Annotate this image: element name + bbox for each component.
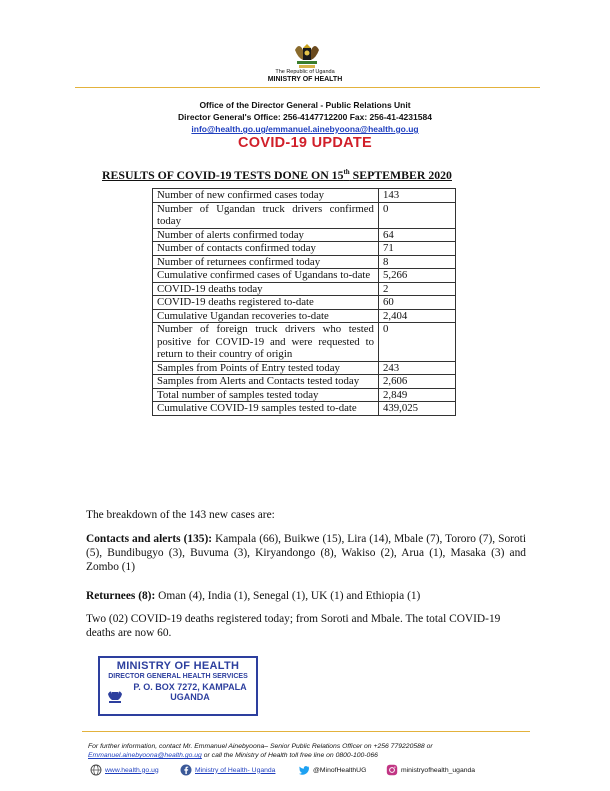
facebook-icon bbox=[180, 764, 192, 776]
stats-row bbox=[153, 242, 456, 256]
stats-label-cell: Number of returnees confirmed today bbox=[153, 255, 379, 269]
stamp-title: MINISTRY OF HEALTH bbox=[116, 660, 240, 672]
social-facebook[interactable] bbox=[180, 762, 275, 778]
stats-value-cell: 5,266 bbox=[378, 269, 455, 283]
stats-value-cell: 243 bbox=[378, 361, 455, 375]
stats-label-cell: Cumulative COVID-19 samples tested to-date bbox=[153, 402, 379, 416]
stats-label-cell: Number of alerts confirmed today bbox=[153, 228, 379, 242]
stats-value-cell: 0 bbox=[378, 323, 455, 362]
stats-value-cell: 439,025 bbox=[378, 402, 455, 416]
stats-value-cell: 64 bbox=[378, 228, 455, 242]
stats-label-cell: Number of contacts confirmed today bbox=[153, 242, 379, 256]
social-instagram[interactable] bbox=[386, 762, 475, 778]
stats-table-body bbox=[153, 189, 456, 416]
stats-value-cell: 2 bbox=[378, 282, 455, 296]
contacts-text: Kampala (66), Buikwe (15), Lira (14), Mbale (7), Tororo (7), Soroti (5), Bundibugyo (3), Buvuma (3), Kiryandongo (8), Wakiso (2), Arua (1), Masaka (3) and Zombo (1) bbox=[86, 533, 526, 573]
ministry-label: MINISTRY OF HEALTH bbox=[267, 76, 343, 83]
stats-row bbox=[153, 228, 456, 242]
stats-value-cell: 60 bbox=[378, 296, 455, 310]
results-heading bbox=[102, 168, 452, 183]
deaths-paragraph: Two (02) COVID-19 deaths registered today; from Soroti and Mbale. The total COVID-19 deaths are now 60. bbox=[86, 613, 501, 639]
coat-of-arms-icon bbox=[289, 40, 325, 72]
stats-label-cell: Number of foreign truck drivers who tested positive for COVID-19 and were requested to return to their country of origin bbox=[153, 323, 379, 362]
stats-label-cell: COVID-19 deaths registered to-date bbox=[153, 296, 379, 310]
instagram-handle[interactable]: ministryofhealth_uganda bbox=[401, 766, 476, 774]
breakdown-intro: The breakdown of the 143 new cases are: bbox=[86, 509, 275, 521]
footer-line-2 bbox=[88, 751, 548, 760]
footer-contact bbox=[88, 742, 548, 760]
contacts-label: Contacts and alerts (135): bbox=[86, 533, 213, 545]
stats-row bbox=[153, 255, 456, 269]
results-ordinal: th bbox=[343, 168, 350, 177]
stats-row bbox=[153, 323, 456, 362]
stats-row bbox=[153, 202, 456, 228]
ministry-stamp bbox=[98, 656, 258, 716]
stats-label-cell: COVID-19 deaths today bbox=[153, 282, 379, 296]
stats-row bbox=[153, 269, 456, 283]
update-title: COVID-19 UPDATE bbox=[238, 135, 372, 151]
office-block bbox=[0, 99, 610, 135]
stats-table bbox=[152, 188, 456, 416]
returnees-label: Returnees (8): bbox=[86, 590, 156, 602]
header-divider bbox=[75, 87, 540, 88]
stats-label-cell: Total number of samples tested today bbox=[153, 388, 379, 402]
stats-label-cell: Cumulative confirmed cases of Ugandans to-date bbox=[153, 269, 379, 283]
stats-value-cell: 2,606 bbox=[378, 375, 455, 389]
stats-row bbox=[153, 361, 456, 375]
stats-value-cell: 71 bbox=[378, 242, 455, 256]
stats-label-cell: Number of Ugandan truck drivers confirmed today bbox=[153, 202, 379, 228]
stats-label-cell: Samples from Alerts and Contacts tested today bbox=[153, 375, 379, 389]
stamp-crest-icon bbox=[106, 688, 124, 706]
stats-value-cell: 143 bbox=[378, 189, 455, 203]
stamp-po-box: P. O. BOX 7272, KAMPALA bbox=[133, 682, 247, 692]
footer-divider bbox=[82, 731, 530, 732]
twitter-handle[interactable]: @MinofHealthUG bbox=[313, 766, 367, 774]
office-phone: Director General's Office: 256-4147712200 Fax: 256-41-4231584 bbox=[178, 112, 432, 122]
stats-value-cell: 2,849 bbox=[378, 388, 455, 402]
republic-label: The Republic of Uganda bbox=[275, 69, 335, 75]
stats-row bbox=[153, 189, 456, 203]
results-prefix: RESULTS OF COVID-19 TESTS DONE ON 15 bbox=[102, 168, 344, 182]
twitter-icon bbox=[298, 764, 310, 776]
social-twitter[interactable] bbox=[298, 762, 366, 778]
stats-row bbox=[153, 296, 456, 310]
stats-value-cell: 2,404 bbox=[378, 309, 455, 323]
stats-row bbox=[153, 402, 456, 416]
stats-value-cell: 0 bbox=[378, 202, 455, 228]
social-website[interactable] bbox=[90, 762, 159, 778]
stats-row bbox=[153, 282, 456, 296]
footer-line-1: For further information, contact Mr. Emmanuel Ainebyoona– Senior Public Relations Officer on +256 779220588 or bbox=[88, 743, 433, 750]
stats-label-cell: Samples from Points of Entry tested today bbox=[153, 361, 379, 375]
instagram-icon bbox=[386, 764, 398, 776]
returnees-text: Oman (4), India (1), Senegal (1), UK (1) and Ethiopia (1) bbox=[155, 590, 421, 602]
stats-row bbox=[153, 375, 456, 389]
stats-value-cell: 8 bbox=[378, 255, 455, 269]
facebook-link[interactable]: Ministry of Health- Uganda bbox=[195, 766, 276, 774]
footer-email-link[interactable]: Emmanuel.ainebyoona@health.go.ug bbox=[88, 752, 202, 759]
footer-tollfree: or call the Ministry of Health toll free line on 0800-100-066 bbox=[201, 752, 378, 759]
stats-label-cell: Cumulative Ugandan recoveries to-date bbox=[153, 309, 379, 323]
website-link[interactable]: www.health.go.ug bbox=[105, 766, 159, 774]
results-suffix: SEPTEMBER 2020 bbox=[349, 168, 452, 182]
stats-row bbox=[153, 388, 456, 402]
stamp-department: DIRECTOR GENERAL HEALTH SERVICES bbox=[108, 673, 248, 680]
office-emails[interactable]: info@health.go.ug/emmanuel.ainebyoona@health.go.ug bbox=[191, 124, 419, 134]
stats-label-cell: Number of new confirmed cases today bbox=[153, 189, 379, 203]
contacts-paragraph bbox=[86, 532, 526, 574]
stats-row bbox=[153, 309, 456, 323]
office-title: Office of the Director General - Public Relations Unit bbox=[199, 100, 411, 110]
globe-icon bbox=[90, 764, 102, 776]
returnees-paragraph bbox=[86, 589, 526, 603]
stamp-country: UGANDA bbox=[170, 692, 210, 702]
